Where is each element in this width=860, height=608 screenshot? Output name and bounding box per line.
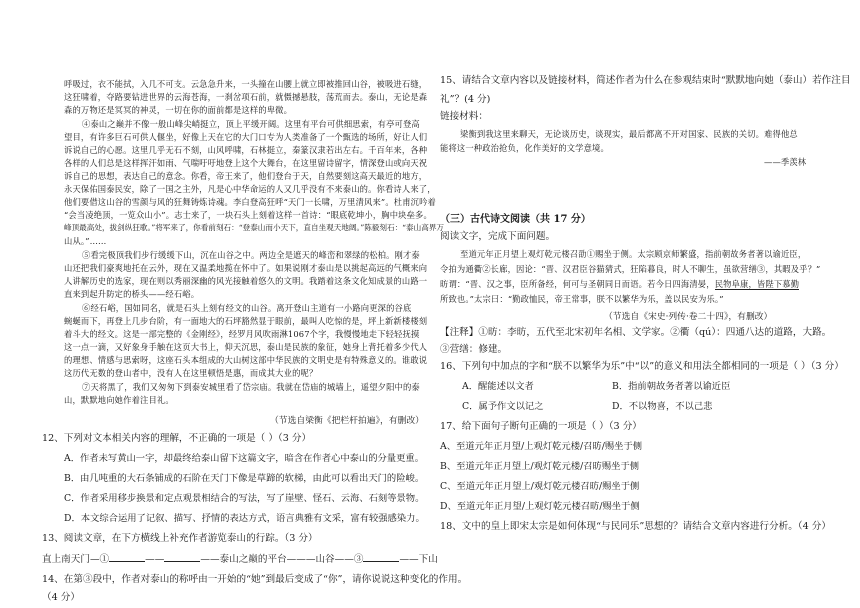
passage-line: 呼吸过，衣不能拭，入几不可支。云急急升来，一头撞在山腰上就立即被推回山谷，被吸进石缝， bbox=[64, 79, 428, 89]
passage-line: 的理想、情感与思索呀，这座石头本组成的大山树这部中华民族的文明史是有特殊意义的。谁敢说 bbox=[64, 355, 428, 365]
passage-line: 望目，有许多巨石可供人偃坐，好像上天在它的大门口专为人类准备了一个甄选的场所，好让人们 bbox=[64, 132, 428, 142]
classical-line: 所致也。”太宗曰：“勤政恤民，帝王常事，朕不以繁华为乐，盖以民安为乐。” bbox=[440, 294, 724, 304]
option-c[interactable]: C．作者采用移步换景和定点观景相结合的写法，写了崖壁、怪石、云海、石刻等景物。 bbox=[64, 493, 425, 504]
blank-1[interactable] bbox=[109, 552, 145, 562]
link-text: 梁衡到我这里来聊天，无论谈历史，谈现实，最后都离不开对国家、民族的关切。难得他总 bbox=[460, 129, 798, 139]
option-d[interactable]: D．不以物喜，不以己悲 bbox=[612, 401, 713, 412]
passage-line: ④泰山之巅并不像一般山峰尖峭挺立，顶上平缓开阔。这里有平台可供细思索，有亭可登高 bbox=[82, 119, 420, 129]
passage-line: 诉自己的思想，表达自己的意念。你看，帝王来了，他们登台于天，自然要刻这高天最近的地方， bbox=[64, 171, 428, 181]
question-stem: 13、阅读文章，在下方横线上补充作者游览泰山的行踪。（3 分） bbox=[42, 533, 318, 544]
passage-line: 着斗大的经文。这是一部完整的《金刚经》，经罗月风吹雨淋1067个字，我慢慢地走下轻轻抚摸 bbox=[64, 329, 420, 339]
option-b[interactable]: B、至道元年正月望上/观灯乾元楼/召昉赐坐于侧 bbox=[440, 461, 640, 472]
passage-line: 山从。”…… bbox=[64, 236, 107, 246]
passage-line: 森的万物还是冥冥的神灵，一切在你的面前都是这样的卑微。 bbox=[64, 105, 293, 115]
blank-3[interactable] bbox=[363, 552, 399, 562]
option-a[interactable]: A、至道元年正月望/上观灯乾元楼/召昉/赐坐于侧 bbox=[440, 441, 643, 452]
question-stem: 14、在第③段中，作者对泰山的称呼由一开始的“她”到最后变成了“你”，请你说说这种变化的作用。 bbox=[42, 574, 468, 585]
passage-line: 永天保佑国泰民安，除了一国之主外，凡是心中华命运的人又几乎没有不来泰山的。你看诗人来了， bbox=[64, 184, 436, 194]
link-author: ——季羡林 bbox=[764, 157, 807, 167]
classical-line: 令拍为通衢②长廊，因论：“晋、汉君臣谷猫猜式，狂陷暮良，时人不聊生，虽欲营缮③，其暇及乎？” bbox=[440, 264, 821, 274]
passage-line: 他们要借这山谷的雪颜与风的狂舞铸炼诗魂。李白登高狂呼“天门一长啸，万里清风来”。杜甫沉吟着 bbox=[64, 197, 437, 207]
passage-line: ⑦天将黑了，我们又匆匆下到泰安城里看了岱宗庙。我就在岱庙的城墙上，遥望夕阳中的泰 bbox=[82, 382, 420, 392]
itinerary-fill bbox=[42, 551, 438, 565]
passage-line: 山，默默地向她作着注目礼。 bbox=[64, 395, 174, 405]
question-stem: 礼”？(4 分) bbox=[440, 94, 491, 105]
passage-line: “会当凌绝顶，一览众山小”。志士来了，一块石头上刻着这样一首诗：“眼底乾坤小，胸中块垒多。 bbox=[64, 210, 432, 220]
passage-line: 这狂啸着，夺路要钻进世界的云海苍海，一刹岔项石前，就慑撼悬肢，荡荒而去。泰山，无论是森 bbox=[64, 92, 428, 102]
notes: ③营缮：修建。 bbox=[440, 344, 508, 355]
itinerary-part: ——下山 bbox=[399, 554, 438, 565]
question-stem: 18、文中的皇上即宋太宗是如何体现“与民同乐”思想的？请结合文章内容进行分析。（4 分） bbox=[440, 521, 831, 532]
itinerary-part: 直上南天门—① bbox=[42, 554, 110, 565]
option-d[interactable]: D、至道元年正月望/上观灯乾元楼召昉/赐坐于侧 bbox=[440, 501, 640, 512]
passage-line: ⑥经石峪，国如同名，就是石头上刻有经文的山谷。离开登山主道有一小路向更深的谷底 bbox=[82, 303, 412, 313]
section-title: （三）古代诗文阅读（共 17 分） bbox=[440, 214, 591, 225]
link-label: 链接材料： bbox=[440, 111, 488, 122]
read-instruction: 阅读文字，完成下面问题。 bbox=[440, 231, 556, 242]
option-c[interactable]: C．属予作文以记之 bbox=[462, 401, 544, 412]
option-c[interactable]: C、至道元年正月望上/观灯乾元楼召昉/赐坐于侧 bbox=[440, 481, 640, 492]
question-stem: 12、下列对文本相关内容的理解，不正确的一项是（ ）（3 分） bbox=[42, 433, 312, 444]
passage-line: 蜿蜒而下，再登上几步台阶，有一面地大的石坪豁然显于眼前，最叫人吃惊的是，坪上新新楼楼刻 bbox=[64, 316, 428, 326]
itinerary-part: —— bbox=[145, 554, 165, 565]
option-b[interactable]: B．指前朝故务者著以谕近臣 bbox=[612, 381, 731, 392]
question-stem: （4 分） bbox=[42, 592, 80, 603]
emphasized-sentence: 民物阜康，皆陛下慕勤 bbox=[714, 279, 800, 289]
passage-line: 诉说自己的心愿。这里几乎无石不刻，山风呼啸，石林挺立，秦篆汉隶若出左右。千百年来，各种 bbox=[64, 145, 428, 155]
blank-2[interactable] bbox=[164, 552, 200, 562]
passage-source: （节选自梁衡《把栏杆拍遍》，有删改） bbox=[270, 416, 424, 426]
classical-line: 昉谓：“晋、汉之事，臣所备经，何可与圣朝同日而语。若今日四海清晏，民物阜康，皆陛下慕勤 bbox=[440, 279, 800, 289]
classical-line: 至道元年正月望上观灯乾元楼召劭①赐坐于侧。太宗顾京师繁盛，指前朝故务者著以谕近臣， bbox=[460, 249, 807, 259]
question-stem: 16、下列句中加点的字和“朕不以繁华为乐”中“以”的意义和用法全都相同的一项是（ ）（3 分） bbox=[440, 361, 844, 372]
passage-line: 各样的人们总是这样挥汗如雨、气喘吁吁地登上这个大舞台，在这里留诗留字，情深登山或向天祝 bbox=[64, 158, 428, 168]
itinerary-part: ——泰山之巅的平台———山谷——③ bbox=[200, 554, 364, 565]
link-text: 能将这一种政治抢负，化作美好的文学意境。 bbox=[440, 143, 609, 153]
passage-line: 直来到起升防定的桥头——经石峪。 bbox=[64, 289, 200, 299]
classical-source: （节选自《宋史·列传·卷二十四》，有删改） bbox=[604, 312, 773, 322]
question-stem: 15、请结合文章内容以及链接材料，简述作者为什么在参观结束时“默默地向她（泰山）若作注目 bbox=[440, 75, 851, 86]
option-a[interactable]: A．醒能述以文者 bbox=[462, 381, 534, 392]
passage-line: 山还把我们豪爽地托在云外，现在又温柔地揽在怀中了。如果说刚才泰山是以挑起高远的气概来向 bbox=[64, 263, 428, 273]
option-a[interactable]: A．作者未写黄山一字，却最终给泰山留下这篇文字，暗含在作者心中泰山的分量更重。 bbox=[64, 453, 424, 464]
passage-line: 这历代无数的登山者中，没有人在这里顿悟是惠，而成其大业的呢？ bbox=[64, 368, 318, 378]
option-b[interactable]: B．由几吨重的大石条铺成的石阶在天门下像是草蹄的软梯，由此可以看出天门的险峻。 bbox=[64, 473, 425, 484]
passage-line: 这一点一滴，又好象身手触在这页大书上，仰天沉思，泰山是民族的象征，她身上背托着多少代人 bbox=[64, 342, 428, 352]
option-d[interactable]: D．本文综合运用了记叙、描写、抒情的表达方式，语言典雅有文采，富有较强感染力。 bbox=[64, 513, 425, 524]
passage-line: ⑤看完极顶我们步行缓缓下山，沉在山谷之中。两边全是遮天的峰峦和翠绿的松柏。刚才泰 bbox=[82, 250, 420, 260]
passage-line: 人讲解历史的选家，现在则以秀丽深幽的风光接触着悠久的文明。我踏着这条文化知成景的山路一 bbox=[64, 276, 428, 286]
notes: 【注释】①昉：李昉，五代至北宋初年名相、文学家。②衢（qú）：四通八达的道路，大路。 bbox=[440, 327, 832, 338]
question-stem: 17、给下面句子断句正确的一项是（ ）（3 分） bbox=[440, 421, 642, 432]
passage-line: 峰顶最高处，拔剑纵狂歌。”将军来了，你看前刻石：“登泰山而小天下，直自坐观天地阔。”陈毅刻石：“泰山高界万 bbox=[64, 223, 445, 232]
